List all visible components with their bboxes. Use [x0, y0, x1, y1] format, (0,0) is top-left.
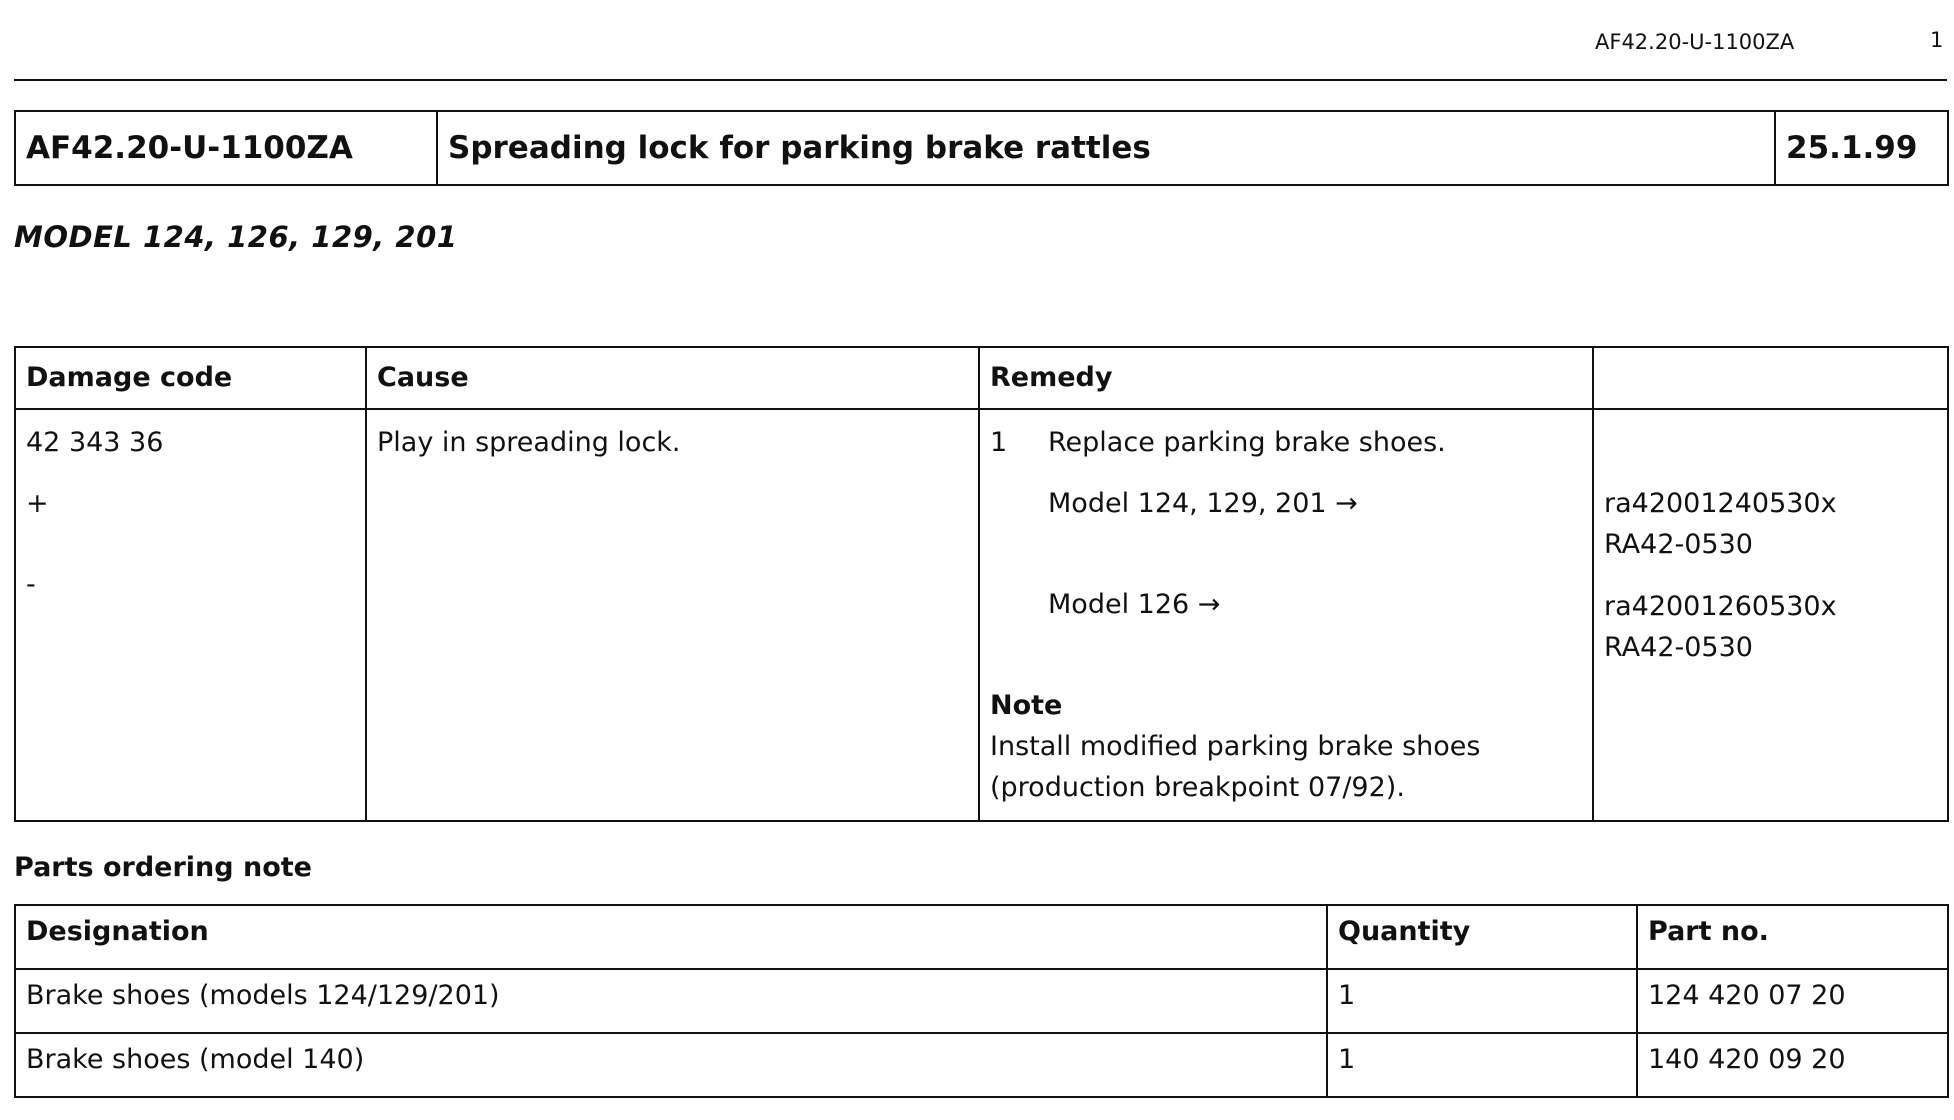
header-page-number: 1	[1930, 28, 1944, 52]
part-number: 124 420 07 20	[1637, 969, 1948, 1033]
title-block	[14, 110, 1949, 186]
part-quantity: 1	[1327, 969, 1637, 1033]
part-designation: Brake shoes (models 124/129/201)	[15, 969, 1327, 1033]
parts-table	[14, 904, 1949, 1098]
header-rule	[14, 79, 1947, 81]
remedy-step-text: Replace parking brake shoes.	[1048, 427, 1446, 458]
title-date: 25.1.99	[1775, 111, 1948, 185]
part-number: 140 420 09 20	[1637, 1033, 1948, 1097]
damage-code: 42 343 36	[26, 427, 164, 458]
part-designation: Brake shoes (model 140)	[15, 1033, 1327, 1097]
remedy-note-line2: (production breakpoint 07/92).	[990, 772, 1405, 803]
damage-code-cell	[15, 409, 366, 821]
header-cause: Cause	[366, 347, 979, 409]
header-damage-code: Damage code	[15, 347, 366, 409]
table-row	[15, 1033, 1948, 1097]
title-topic: Spreading lock for parking brake rattles	[437, 111, 1775, 185]
header-part-no: Part no.	[1637, 905, 1948, 969]
parts-table-header-row	[15, 905, 1948, 969]
remedy-note-title: Note	[990, 690, 1063, 721]
header-document-code: AF42.20-U-1100ZA	[1595, 30, 1795, 54]
header-designation: Designation	[15, 905, 1327, 969]
reference-2a: ra42001260530x	[1604, 591, 1837, 622]
header-quantity: Quantity	[1327, 905, 1637, 969]
header-remedy: Remedy	[979, 347, 1593, 409]
table-row	[15, 969, 1948, 1033]
header-reference	[1593, 347, 1948, 409]
damage-table-header-row	[15, 347, 1948, 409]
reference-2b: RA42-0530	[1604, 632, 1753, 663]
reference-cell	[1593, 409, 1948, 821]
damage-table	[14, 346, 1949, 822]
parts-ordering-note: Parts ordering note	[14, 852, 312, 883]
cause-text: Play in spreading lock.	[377, 427, 681, 458]
damage-plus-mark: +	[26, 488, 49, 519]
cause-cell	[366, 409, 979, 821]
reference-1a: ra42001240530x	[1604, 488, 1837, 519]
remedy-model-2: Model 126 →	[1048, 589, 1221, 620]
damage-minus-mark: -	[26, 569, 36, 600]
title-code: AF42.20-U-1100ZA	[15, 111, 437, 185]
damage-table-row	[15, 409, 1948, 821]
part-quantity: 1	[1327, 1033, 1637, 1097]
remedy-cell	[979, 409, 1593, 821]
remedy-step-number: 1	[990, 427, 1008, 458]
reference-1b: RA42-0530	[1604, 529, 1753, 560]
remedy-note-line1: Install modified parking brake shoes	[990, 731, 1481, 762]
remedy-step	[990, 422, 1582, 463]
model-line: MODEL 124, 126, 129, 201	[14, 220, 458, 254]
remedy-model-1: Model 124, 129, 201 →	[1048, 488, 1358, 519]
